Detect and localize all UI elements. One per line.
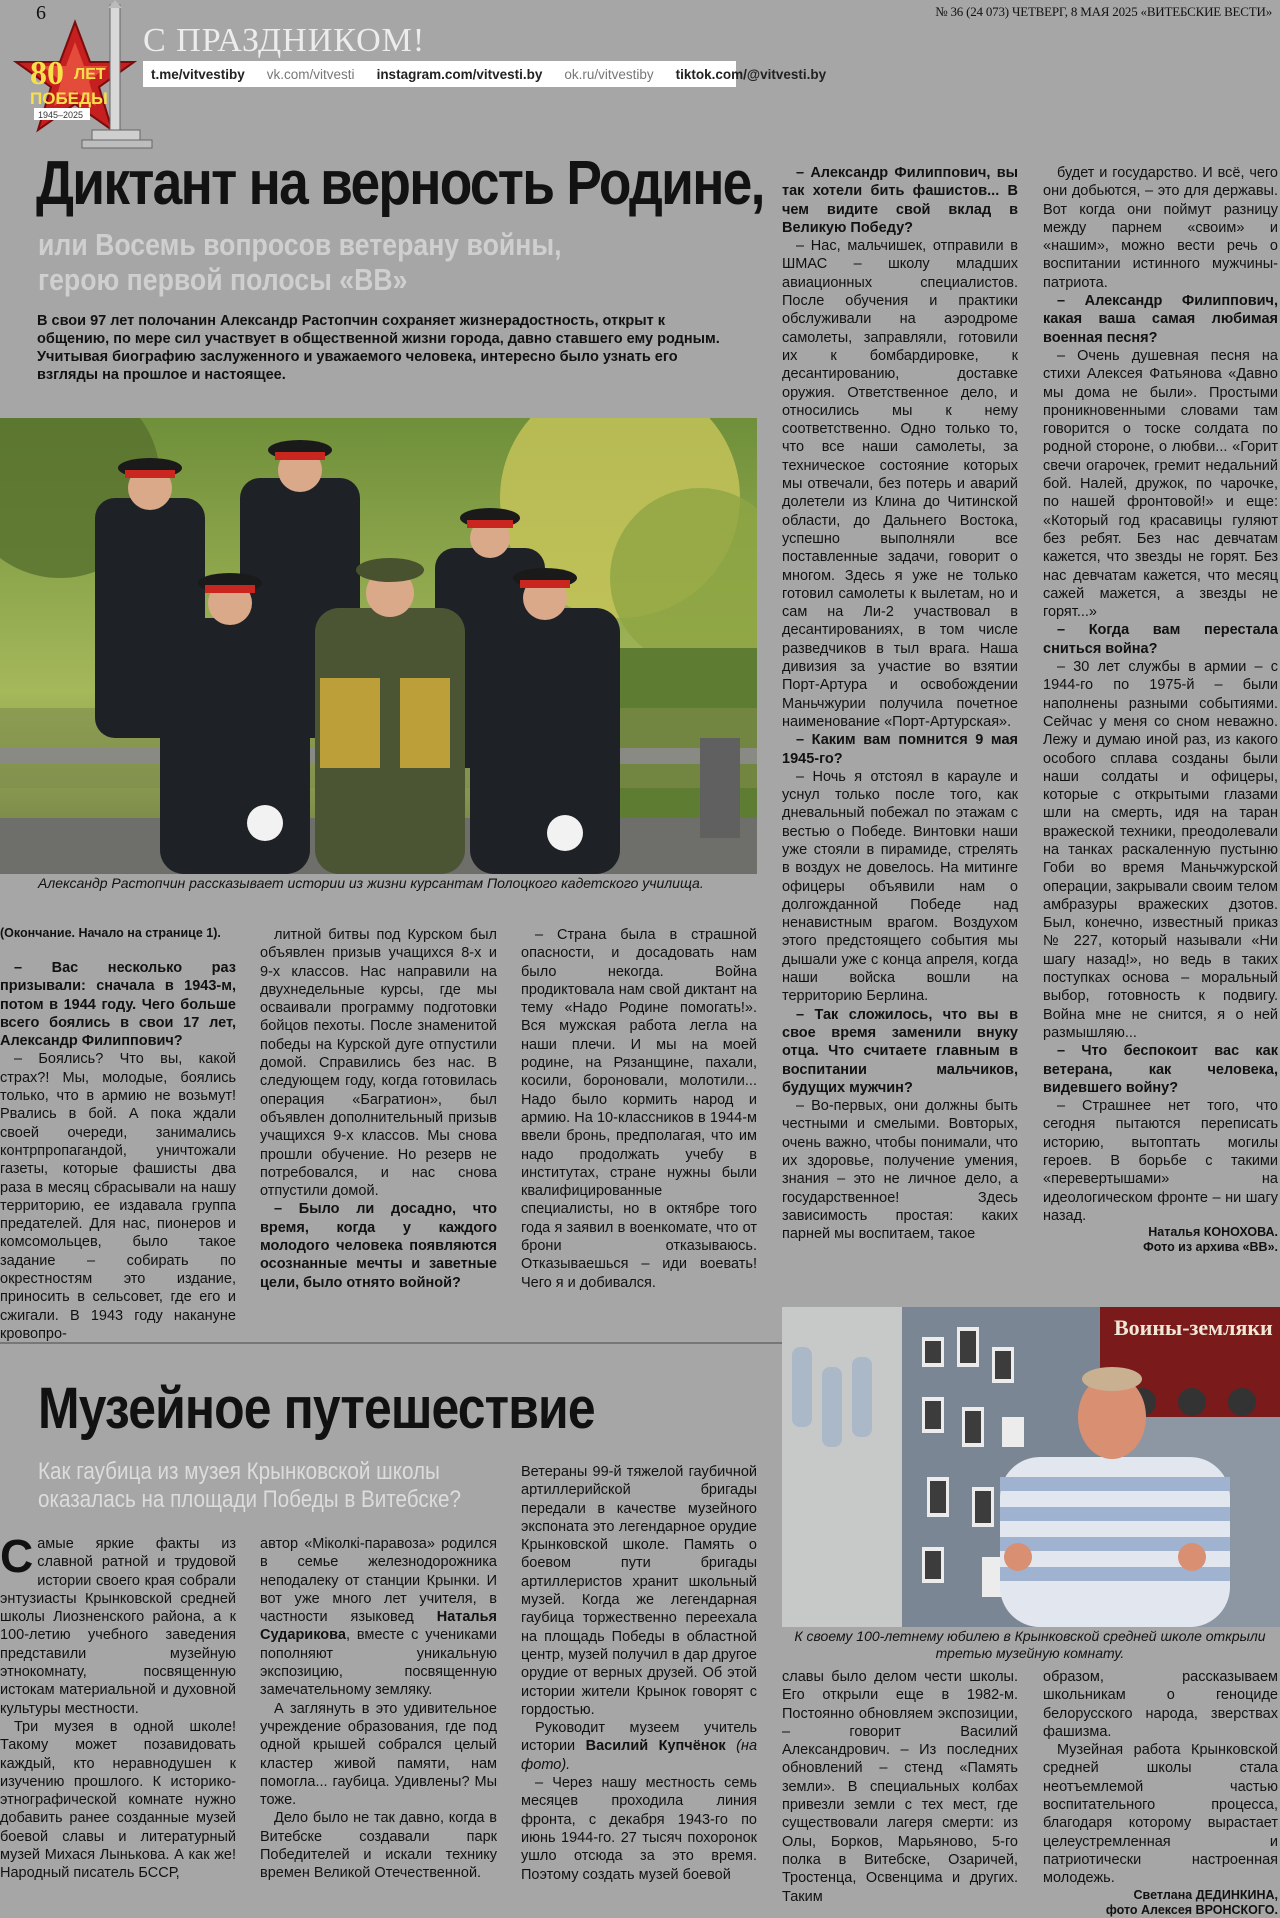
emblem-dates: 1945–2025 xyxy=(38,110,84,120)
article1-subtitle-line1: или Восемь вопросов ветерану войны, xyxy=(38,227,562,262)
holiday-greeting: С ПРАЗДНИКОМ! xyxy=(143,22,426,59)
social-tiktok[interactable]: tiktok.com/@vitvesti.by xyxy=(675,66,827,82)
question: – Александр Филиппович, вы так хотели бить фашистов... В чем видите свой вклад в Великую Победу? xyxy=(782,165,1018,236)
emblem-text-bottom: ПОБЕДЫ xyxy=(30,89,108,108)
article2-col5-para1: образом, рассказываем школьникам о геноциде белорусского народа, зверствах фашизма. xyxy=(1043,1669,1278,1740)
article2-col5-para2: Музейная работа Крынковской средней школы стала неотъемлемой частью воспитательного процесса, благодаря которому вырастает целеустремленная и патриотически настроенная молодежь. xyxy=(1043,1742,1278,1887)
answer: – Очень душевная песня на стихи Алексея Фатьянова «Давно мы дома не были». Простыми проникновенными словами там говорится о тоске солдата по родной стороне, о любви... «Горит свечи огарочек, гремит недальний бой. Налей, дружок, по чарочке, по нашей фронтовой!» и еще: «Который год красавицы гуляют без ребят. Без нас девчатам кажется, что звезды не горят. Без нас девчатам кажется, что месяц сажей мажется, а звезды не горят...» xyxy=(1043,347,1278,621)
article1-column-5 xyxy=(1043,164,1278,1255)
museum-teacher-photo xyxy=(782,1307,1280,1627)
article1-signature-photo: Фото из архива «ВВ». xyxy=(1143,1240,1278,1255)
article1-column-1 xyxy=(0,926,236,1343)
question: – Вас несколько раз призывали: сначала в 1943-м, потом в 1944 году. Чего больше всего боялись в свои 17 лет, Александр Филиппович? xyxy=(0,960,236,1050)
question: – Каким вам помнится 9 мая 1945-го? xyxy=(782,732,1018,767)
answer: будет и государство. И всё, чего они добьются, – это для державы. Вот когда они поймут разницу между парнем «своим» и «нашим», можно вести речь о воспитании истинного мужчины-патриота. xyxy=(1043,165,1278,291)
continuation-note: (Окончание. Начало на странице 1). xyxy=(0,926,221,940)
answer: – Нас, мальчишек, отправили в ШМАС – школу младших авиационных специалистов. После обучения и практики обслуживали на аэродроме самолеты, заправляли, готовили их к бомбардировке, к десантированию, доставке оружия. Ответственное дело, и относились мы к нему соответственно. Одно только то, что все наши самолеты, за техническое состояние которых мы отвечали, без потерь и аварий долетели из Клина до Читинской области, до Дальнего Востока, успешно выполняли все поставленные задачи, говорит о многом. Здесь я уже не только готовил самолеты к вылетам, но и сам на Ли-2 участвовал в десантированиях, в том числе разведчиков в тыл врага. Наша дивизия за участие во взятии Порт-Артура и освобождении Маньчжурии получила почетное наименование «Порт-Артурская». xyxy=(782,238,1018,730)
article1-subtitle xyxy=(38,227,562,297)
article2-col3-para3: – Через нашу местность семь месяцев проходила линия фронта, с декабря 1943-го по июнь 1944-го. 27 тысяч похоронок ушло отсюда за это время. Поэтому создать музей боевой xyxy=(521,1775,757,1883)
museum-head-name: Василий Купчёнок xyxy=(585,1738,726,1755)
article1-column-3 xyxy=(521,926,757,1292)
page-number: 6 xyxy=(36,2,46,24)
article2-signature-photo: фото Алексея ВРОНСКОГО. xyxy=(1105,1902,1278,1917)
social-vk[interactable]: vk.com/vitvesti xyxy=(266,66,355,82)
answer: литной битвы под Курском был объявлен призыв учащихся 8-х и 9-х классов. Нас направили на двухнедельные курсы, где мы осваивали программу подготовки бойцов пехоты. После знаменитой победы на Курской дуге отпустили домой. Справились без нас. В следующем году, когда готовилась операция «Багратион», был объявлен дополнительный призыв учащихся 9-х классов. Мы снова прошли обучение. Но резерв не потребовался, и нас снова отпустили домой. xyxy=(260,927,497,1200)
article2-col2-para1-end: , вместе с учениками пополняют уникальную экспозицию, посвященную замечательному земляку. xyxy=(260,1627,497,1699)
article1-subtitle-line2: герою первой полосы «ВВ» xyxy=(38,262,408,297)
issue-info: № 36 (24 073) ЧЕТВЕРГ, 8 МАЯ 2025 «ВИТЕБСКИЕ ВЕСТИ» xyxy=(935,4,1272,19)
article2-column-2 xyxy=(260,1535,497,1883)
question: – Так сложилось, что вы в свое время заменили внуку отца. Что считаете главным в воспитании мальчиков, будущих мужчин? xyxy=(782,1006,1018,1096)
article2-col2-para2: А заглянуть в это удивительное учреждение образования, где под одной крышей собрался целый кластер живой памяти, нам помогла... гаубица. Удивлены? Мы тоже. xyxy=(260,1700,497,1809)
victory-80-emblem xyxy=(0,0,165,155)
article1-signature-author: Наталья КОНОХОВА. xyxy=(1148,1225,1278,1240)
answer: – Боялись? Что вы, какой страх?! Мы, молодые, боялись только, что в армию не возьмут! Рвались в бой. А пока ждали своей очереди, занимались контрпропагандой, уничтожали газеты, которые фашисты два раза в месяц сбрасывали на нашу территорию, ее издавала группа предателей. Для нас, пионеров и комсомольцев, было такое задание – собирать по окрестностям это издание, приносить в сельсовет, где его и сжигали. В 1943 году накануне кровопро- xyxy=(0,1051,236,1342)
article2-column-3 xyxy=(521,1463,757,1884)
article2-subtitle xyxy=(38,1458,461,1514)
article2-signature-author: Светлана ДЕДИНКИНА, xyxy=(1133,1887,1278,1902)
question: – Когда вам перестала сниться война? xyxy=(1043,622,1278,657)
social-links xyxy=(143,61,827,87)
photo-note: (на фото). xyxy=(521,1738,758,1773)
article1-column-4 xyxy=(782,164,1018,1244)
article2-subtitle-line1: Как гаубица из музея Крынковской школы xyxy=(38,1458,440,1485)
answer: – Страшнее нет того, что сегодня пытаются переписать историю, вытоптать могилы героев. В борьбе с такими «перевертышами» на идеологическом фронте – ни шагу назад. xyxy=(1043,1098,1278,1224)
article2-column-5 xyxy=(1043,1668,1278,1918)
teacher-name: Наталья Сударикова xyxy=(260,1609,498,1644)
social-ok[interactable]: ok.ru/vitvestiby xyxy=(564,66,654,82)
question: – Александр Филиппович, какая ваша самая любимая военная песня? xyxy=(1043,293,1278,346)
article2-col2-para3: Дело было не так давно, когда в Витебске создавали парк Победителей и искали технику времен Великой Отечественной. xyxy=(260,1810,497,1882)
social-instagram[interactable]: instagram.com/vitvesti.by xyxy=(376,66,543,82)
answer: – Ночь я отстоял в карауле и уснул только после того, как дневальный побежал по этажам с вестью о Победе. Винтовки наши уже стояли в пирамиде, стрелять в воздух не довелось. На митинге офицеры объявили нам о долгожданной Победе над ненавистным врагом. Воздухом этого предстоящего события мы дышали уже с конца апреля, когда наши войска вошли на территорию Берлина. xyxy=(782,768,1018,1005)
article2-col1-para2: Три музея в одной школе! Такому может позавидовать каждый, кто неравнодушен к изучению прошлого. К историко-этнографической комнате нужно добавить ранее созданные музей боевой славы и литературный музей Михася Лынькова. А как же! Народный писатель БССР, xyxy=(0,1718,236,1882)
emblem-text-top: ЛЕТ xyxy=(74,66,106,83)
article2-column-4 xyxy=(782,1668,1018,1906)
photo1-caption: Александр Растопчин рассказывает истории из жизни курсантам Полоцкого кадетского училища. xyxy=(38,875,704,891)
article1-title: Диктант на верность Родине, xyxy=(36,149,764,218)
article2-col2-para1: автор «Міколкі-паравоза» родился в семье железнодорожника неподалеку от станции Крынки. И вот уже много лет учителя, в частности языковед xyxy=(260,1536,497,1626)
article1-lead: В свои 97 лет полочанин Александр Растопчин сохраняет жизнерадостность, открыт к общению, по мере сил участвует в общественной жизни города, давно ставшего ему родным. Учитывая биографию заслуженного и уважаемого человека, интересно было узнать его взгляды на прошлое и настоящее. xyxy=(37,313,720,383)
cadets-veteran-photo xyxy=(0,418,757,874)
answer: – Во-первых, они должны быть честными и смелыми. Вовторых, очень важно, чтобы понимали, что их здоровье, получение умения, знания – это не личное дело, а государственное! Здесь зависимость простая: каких парней мы воспитаем, такое xyxy=(782,1098,1018,1243)
emblem-years: 80 xyxy=(30,55,64,92)
photo2-caption: К своему 100-летнему юбилею в Крынковской средней школе открыли третью музейную комнату. xyxy=(794,1628,1266,1661)
dropcap: С xyxy=(0,1530,34,1582)
article2-col4-para1: славы было делом чести школы. Его открыли еще в 1982-м. Постоянно обновляем экспозиции, – говорит Василий Александрович. – Из последних обновлений – стенд «Память земли». В специальных колбах привезли земли с тех мест, где существовали лагеря смерти: из Олы, Борков, Марьяново, 5-го полка в Витебске, Озаричей, Тростенца, Освенцима и других. Таким xyxy=(782,1669,1018,1905)
question: – Что беспокоит вас как ветерана, как человека, видевшего войну? xyxy=(1043,1043,1278,1096)
section-divider xyxy=(0,1342,785,1344)
article2-col1-para1: амые яркие факты из славной ратной и трудовой истории своего края собрали энтузиасты Крынковской средней школы Лиозненского района, а к 100-летию учебного заведения представили музейную этнокомнату, посвященную истокам материальной и духовной культуры местности. xyxy=(0,1536,236,1717)
article2-column-1 xyxy=(0,1530,236,1883)
article2-col3-para1: Ветераны 99-й тяжелой гаубичной артиллерийской бригады передали в качестве музейного экспоната это легендарное орудие Крынковской школе. Память о боевом пути бригады артиллеристов хранит школьный музей. Когда же легендарная гаубица торжественно переехала на площадь Победы в областной центр, музей получил в дар другое орудие от верных друзей. Об этой истории жители Крынок говорят с гордостью. xyxy=(521,1464,757,1718)
article2-title: Музейное путешествие xyxy=(38,1376,595,1441)
article2-subtitle-line2: оказалась на площади Победы в Витебске? xyxy=(38,1486,461,1513)
social-telegram[interactable]: t.me/vitvestiby xyxy=(151,66,245,82)
answer: – Страна была в страшной опасности, и досадовать нам было некогда. Война продиктовала нам свой диктант на тему «Надо Родине помогать!». Вся мужская работа легла на наши плечи. И мы на моей родине, на Рязанщине, пахали, косили, бороновали, молотили... Надо было кормить народ и армию. На 10-классников в 1944-м ввели бронь, предполагая, что им надо продолжать учебу в институтах, стране нужны были квалифицированные специалисты, но в октябре того года я заявил в военкомате, что от брони отказываюсь. Отказываешься – иди воевать! Чего я и добивался. xyxy=(521,927,757,1291)
article1-column-2 xyxy=(260,926,497,1292)
article2-col3-para2: Руководит музеем учитель истории xyxy=(521,1720,757,1755)
answer: – 30 лет службы в армии – с 1944-го по 1975-й – были наполнены разными событиями. Сейчас у меня со сном неважно. Лежу и думаю иной раз, из какого особого сплава созданы были наши солдаты и офицеры, которые с открытыми глазами шли на смерть, идя на таран вражеской техники, преодолевали на танках раскаленную пустыню Гоби во время Маньчжурской операции, закрывали своим телом амбразуры вражеских дзотов. Был, конечно, известный приказ № 227, который называли «Ни шагу назад!», но ведь в таких поступках основа – моральный выбор, готовность к подвигу. Война мне не снится, я о ней размышляю... xyxy=(1043,659,1278,1041)
photo2-banner: Воины-земляки xyxy=(1114,1315,1273,1340)
question: – Было ли досадно, что время, когда у каждого молодого человека появляются осознанные мечты и заветные цели, было отнято войной? xyxy=(260,1201,497,1291)
